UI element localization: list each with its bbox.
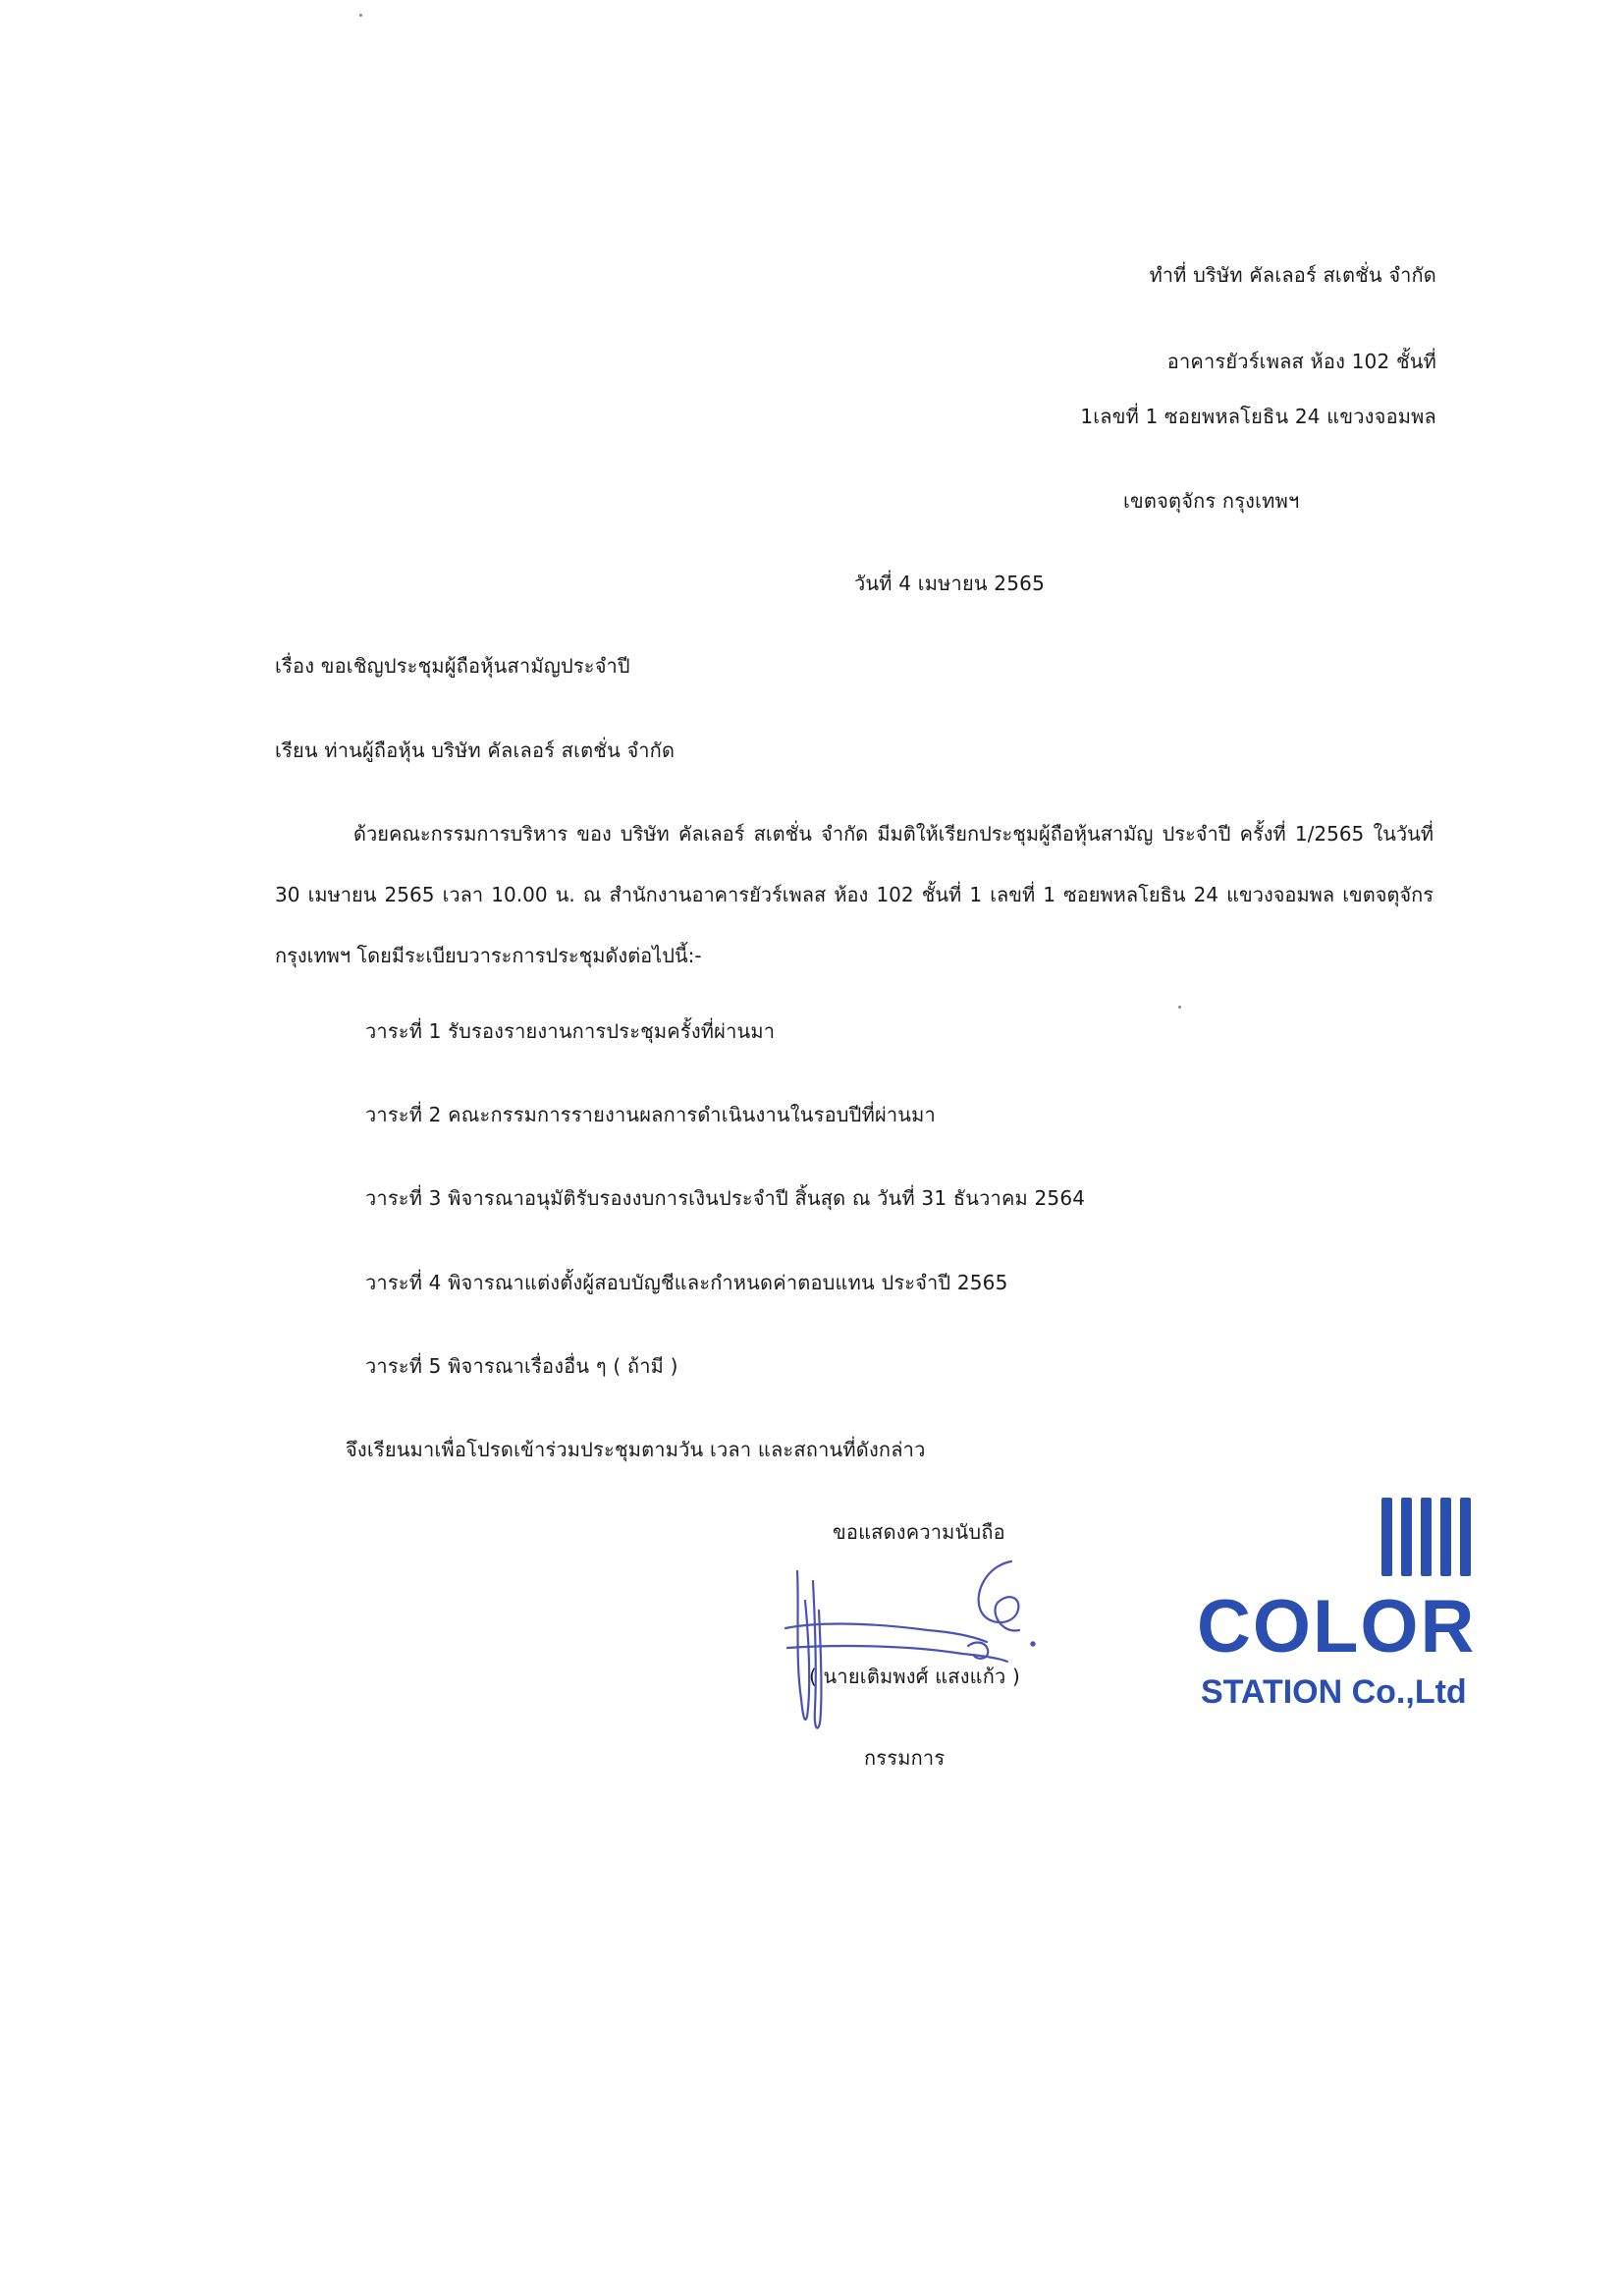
signature-strokes — [785, 1561, 1035, 1728]
scan-speck — [1178, 1006, 1181, 1009]
company-stamp — [1183, 1493, 1507, 1719]
signer-title: กรรมการ — [864, 1746, 946, 1770]
letter-salutation: เรียน ท่านผู้ถือหุ้น บริษัท คัลเลอร์ สเตชั่น จำกัด — [275, 738, 676, 762]
address-line-1: ทำที่ บริษัท คัลเลอร์ สเตชั่น จำกัด — [1149, 263, 1436, 287]
agenda-item-1: วาระที่ 1 รับรองรายงานการประชุมครั้งที่ผ่านมา — [365, 1019, 776, 1043]
agenda-item-2: วาระที่ 2 คณะกรรมการรายงานผลการดำเนินงานในรอบปีที่ผ่านมา — [365, 1103, 936, 1126]
stamp-bars — [1381, 1498, 1471, 1576]
address-line-2: อาคารยัวร์เพลส ห้อง 102 ชั้นที่ — [1166, 350, 1436, 373]
letter-subject: เรื่อง ขอเชิญประชุมผู้ถือหุ้นสามัญประจำปี — [275, 654, 630, 678]
stamp-line-2: STATION Co.,Ltd — [1201, 1673, 1467, 1711]
letter-date: วันที่ 4 เมษายน 2565 — [854, 572, 1046, 595]
body-paragraph: ด้วยคณะกรรมการบริหาร ของ บริษัท คัลเลอร์ สเตชั่น จำกัด มีมติให้เรียกประชุมผู้ถือหุ้นสามัญ ประจำปี ครั้งที่ 1/2565 ในวันที่ 30 เมษายน 2565 เวลา 10.00 น. ณ สำนักงานอาคารยัวร์เพลส ห้อง 102 ชั้นที่ 1 เลขที่ 1 ซอยพหลโยธิน 24 แขวงจอมพล เขตจตุจักร กรุงเทพฯ โดยมีระเบียบวาระการประชุมดังต่อไปนี้:- — [275, 822, 1434, 967]
scan-speck — [359, 14, 362, 17]
agenda-item-3: วาระที่ 3 พิจารณาอนุมัติรับรองงบการเงินประจำปี สิ้นสุด ณ วันที่ 31 ธันวาคม 2564 — [365, 1186, 1086, 1210]
agenda-item-4: วาระที่ 4 พิจารณาแต่งตั้งผู้สอบบัญชีและกำหนดค่าตอบแทน ประจำปี 2565 — [365, 1271, 1008, 1294]
signer-name: ( นายเติมพงศ์ แสงแก้ว ) — [809, 1665, 1021, 1688]
address-line-4: เขตจตุจักร กรุงเทพฯ — [1123, 489, 1300, 513]
handwritten-signature — [766, 1552, 1119, 1748]
closing-sentence: จึงเรียนมาเพื่อโปรดเข้าร่วมประชุมตามวัน เวลา และสถานที่ดังกล่าว — [346, 1438, 926, 1461]
signoff: ขอแสดงความนับถือ — [833, 1520, 1005, 1544]
stamp-line-1: COLOR — [1197, 1585, 1477, 1668]
agenda-item-5: วาระที่ 5 พิจารณาเรื่องอื่น ๆ ( ถ้ามี ) — [365, 1354, 678, 1378]
address-line-3: 1เลขที่ 1 ซอยพหลโยธิน 24 แขวงจอมพล — [1080, 405, 1436, 428]
